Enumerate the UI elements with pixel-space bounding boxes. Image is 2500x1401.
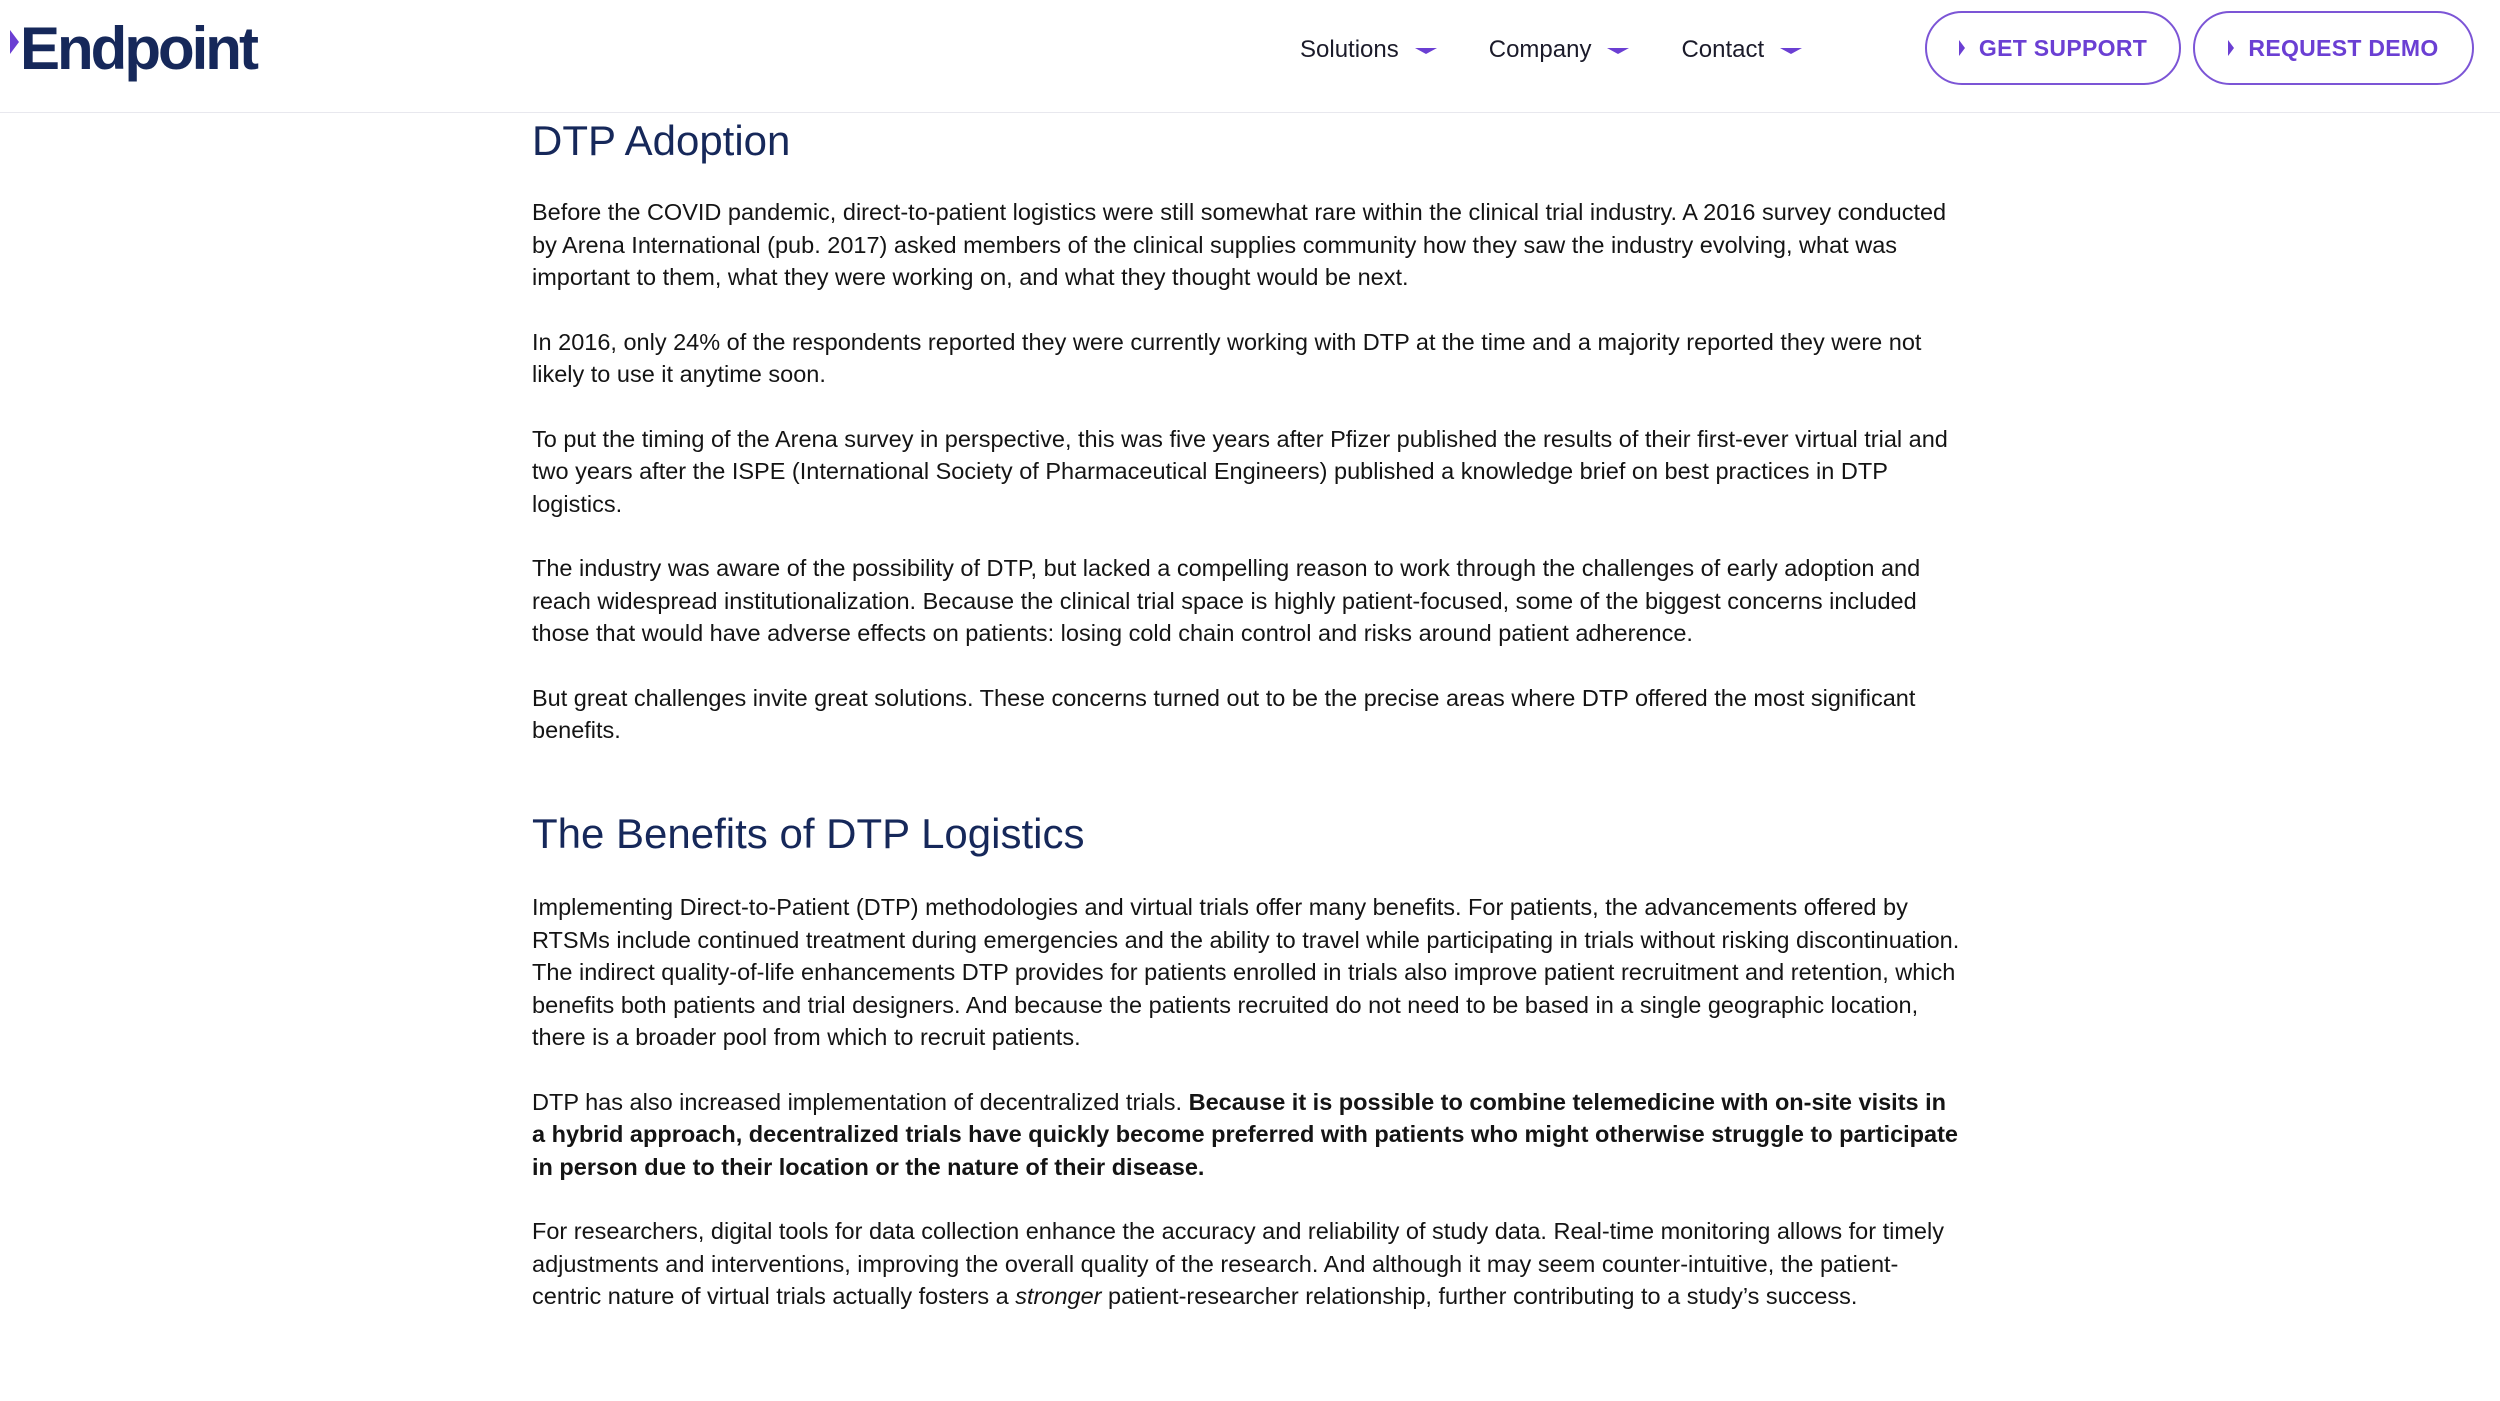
paragraph-great-challenges: But great challenges invite great solutions. These concerns turned out to be the precise areas where DTP offered the most significant benefits. [532, 684, 1916, 744]
paragraph-2016-stats: In 2016, only 24% of the respondents reported they were currently working with DTP at the time and a majority reported they were not likely to use it anytime soon. [532, 328, 1922, 388]
nav-item-contact[interactable] [1681, 36, 1802, 64]
paragraph-pre-covid: Before the COVID pandemic, direct-to-patient logistics were still somewhat rare within the clinical trial industry. A 2016 survey conducted by Arena International (pub. 2017) asked members of the clinical supplies community how they saw the industry evolving, what was important to them, what they were working on, and what they thought would be next. [532, 199, 1947, 291]
nav-item-solutions[interactable] [1300, 36, 1437, 64]
nav-item-company[interactable] [1489, 36, 1630, 64]
nav-label-company: Company [1488, 36, 1592, 63]
decentralized-bold: Because it is possible to combine telemedicine with on-site visits in a hybrid approach, decentralized trials have quickly become preferred with patients who might otherwise struggle to participate in person due to their location or the nature of their disease. [532, 1088, 1958, 1180]
paragraph-decentralized [532, 1086, 1962, 1184]
chevron-down-icon [1607, 48, 1629, 54]
caret-right-icon [2228, 40, 2234, 56]
heading-benefits: The Benefits of DTP Logistics [532, 809, 1085, 857]
decentralized-intro: DTP has also increased implementation of decentralized trials. [532, 1088, 1189, 1115]
chevron-down-icon [1415, 48, 1437, 54]
nav-label-solutions: Solutions [1300, 36, 1399, 63]
logo-arrow-icon [10, 30, 19, 54]
site-header [0, 0, 2500, 113]
researchers-before: For researchers, digital tools for data collection enhance the accuracy and reliability of study data. Real-time monitoring allows for timely adjustments and interventions, improving the overall quality of the research. And although it may seem counter-intuitive, the patient-centric nature of virtual trials actually fosters a [532, 1218, 1944, 1310]
logo-text: Endpoint [20, 15, 256, 82]
paragraph-researchers [532, 1215, 1962, 1313]
caret-right-icon [1959, 40, 1965, 56]
nav-label-contact: Contact [1681, 36, 1765, 63]
get-support-button[interactable] [1925, 11, 2181, 85]
paragraph-arena-timing: To put the timing of the Arena survey in perspective, this was five years after Pfizer published the results of their first-ever virtual trial and two years after the ISPE (International Society of Pharmaceutical Engineers) published a knowledge brief on best practices in DTP logistics. [532, 425, 1948, 517]
request-demo-button[interactable] [2193, 11, 2474, 85]
request-demo-label: REQUEST DEMO [2248, 34, 2439, 61]
main-nav [1300, 0, 1854, 100]
chevron-down-icon [1780, 48, 1802, 54]
heading-dtp-adoption: DTP Adoption [532, 117, 791, 164]
paragraph-implementing-dtp: Implementing Direct-to-Patient (DTP) methodologies and virtual trials offer many benefits. For patients, the advancements offered by RTSMs include continued treatment during emergencies and the ability to travel while participating in trials without risking discontinuation. The indirect quality-of-life enhancements DTP provides for patients enrolled in trials also improve patient recruitment and retention, which benefits both patients and trial designers. And because the patients recruited do not need to be based in a single geographic location, there is a broader pool from which to recruit patients. [532, 894, 1960, 1051]
article-body [532, 112, 1962, 1313]
researchers-after: patient-researcher relationship, further contributing to a study’s success. [1101, 1283, 1858, 1310]
paragraph-industry-aware: The industry was aware of the possibility of DTP, but lacked a compelling reason to work through the challenges of early adoption and reach widespread institutionalization. Because the clinical trial space is highly patient-focused, some of the biggest concerns included those that would have adverse effects on patients: losing cold chain control and risks around patient adherence. [532, 555, 1921, 647]
endpoint-logo[interactable] [10, 14, 256, 84]
researchers-emphasis: stronger [1015, 1283, 1102, 1310]
get-support-label: GET SUPPORT [1978, 34, 2148, 61]
